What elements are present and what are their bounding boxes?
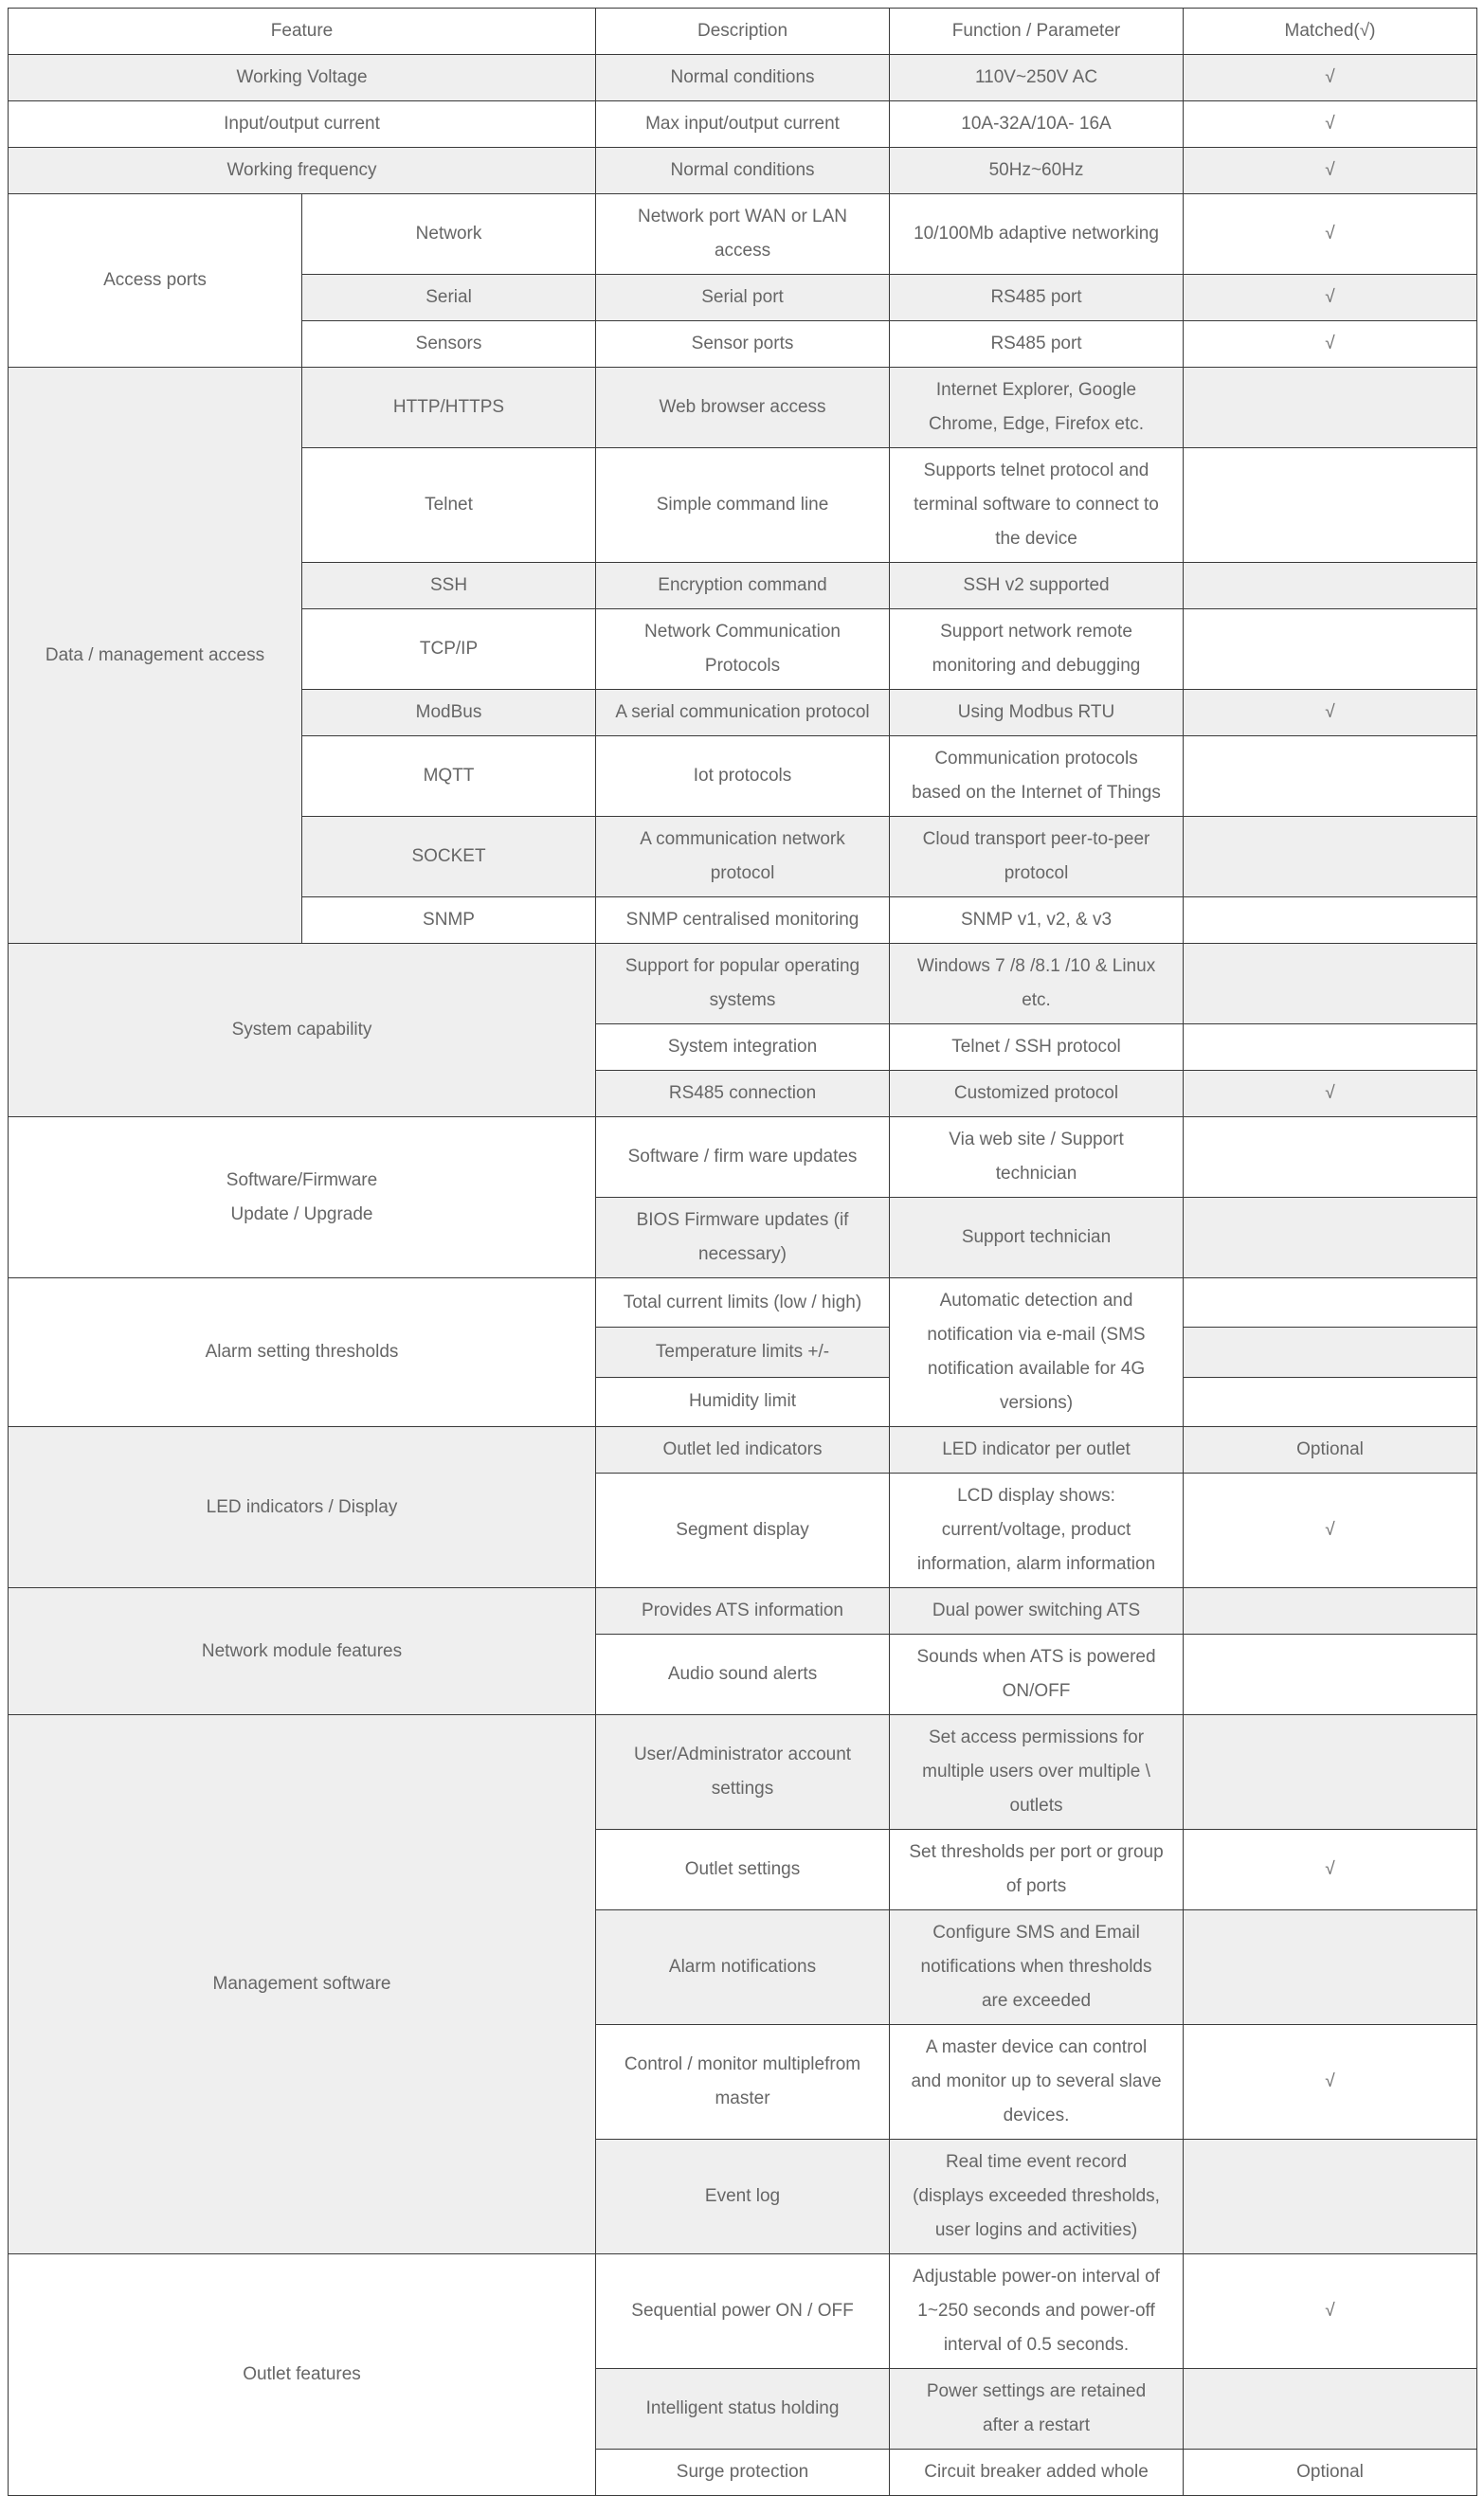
parameter-cell: Adjustable power-on interval of 1~250 seconds and power-off interval of 0.5 seconds. xyxy=(890,2254,1184,2369)
matched-cell: √ xyxy=(1184,690,1477,736)
matched-cell xyxy=(1184,563,1477,609)
matched-cell xyxy=(1184,1635,1477,1715)
header-row xyxy=(9,9,1477,55)
subfeature-cell: SSH xyxy=(302,563,596,609)
matched-cell: √ xyxy=(1184,275,1477,321)
description-cell: User/Administrator account settings xyxy=(596,1715,890,1830)
description-cell: Max input/output current xyxy=(596,101,890,148)
subfeature-cell: ModBus xyxy=(302,690,596,736)
description-cell: Simple command line xyxy=(596,448,890,563)
description-cell: Outlet settings xyxy=(596,1830,890,1910)
feature-group-label: Software/Firmware Update / Upgrade xyxy=(226,1169,378,1224)
header-description: Description xyxy=(596,9,890,55)
feature-group-cell: LED indicators / Display xyxy=(9,1427,596,1588)
description-cell: Normal conditions xyxy=(596,148,890,194)
description-cell: Audio sound alerts xyxy=(596,1635,890,1715)
matched-cell xyxy=(1184,1328,1477,1377)
parameter-cell: 110V~250V AC xyxy=(890,55,1184,101)
matched-cell xyxy=(1184,368,1477,448)
table-row xyxy=(9,1278,1477,1328)
feature-group-cell: Outlet features xyxy=(9,2254,596,2496)
matched-cell xyxy=(1184,1377,1477,1426)
feature-group-cell: Data / management access xyxy=(9,368,302,944)
subfeature-cell: SNMP xyxy=(302,897,596,944)
description-cell: Event log xyxy=(596,2140,890,2254)
table-row xyxy=(9,1427,1477,1474)
description-cell: Control / monitor multiplefrom master xyxy=(596,2025,890,2140)
parameter-cell: Via web site / Support technician xyxy=(890,1117,1184,1198)
feature-group-cell: Management software xyxy=(9,1715,596,2254)
matched-cell xyxy=(1184,817,1477,897)
matched-cell: √ xyxy=(1184,2254,1477,2369)
parameter-cell: A master device can control and monitor up to several slave devices. xyxy=(890,2025,1184,2140)
header-function: Function / Parameter xyxy=(890,9,1184,55)
parameter-cell: Power settings are retained after a restart xyxy=(890,2369,1184,2450)
matched-cell xyxy=(1184,944,1477,1024)
subfeature-cell: SOCKET xyxy=(302,817,596,897)
description-cell: Normal conditions xyxy=(596,55,890,101)
matched-cell xyxy=(1184,736,1477,817)
description-cell: Encryption command xyxy=(596,563,890,609)
header-feature: Feature xyxy=(9,9,596,55)
matched-cell: √ xyxy=(1184,2025,1477,2140)
feature-cell: Input/output current xyxy=(9,101,596,148)
feature-cell: Working Voltage xyxy=(9,55,596,101)
feature-group-cell: Access ports xyxy=(9,194,302,368)
description-cell: A communication network protocol xyxy=(596,817,890,897)
parameter-cell: LCD display shows: current/voltage, product information, alarm information xyxy=(890,1474,1184,1588)
description-cell: A serial communication protocol xyxy=(596,690,890,736)
parameter-cell: Cloud transport peer-to-peer protocol xyxy=(890,817,1184,897)
description-cell: Segment display xyxy=(596,1474,890,1588)
subfeature-cell: Telnet xyxy=(302,448,596,563)
parameter-cell: RS485 port xyxy=(890,275,1184,321)
description-cell: Total current limits (low / high) xyxy=(596,1278,890,1328)
description-cell: Surge protection xyxy=(596,2450,890,2496)
description-cell: Sensor ports xyxy=(596,321,890,368)
parameter-cell: Using Modbus RTU xyxy=(890,690,1184,736)
description-cell: Software / firm ware updates xyxy=(596,1117,890,1198)
parameter-cell: Set access permissions for multiple users over multiple \ outlets xyxy=(890,1715,1184,1830)
feature-group-cell: Network module features xyxy=(9,1588,596,1715)
matched-cell xyxy=(1184,1278,1477,1328)
description-cell: Network port WAN or LAN access xyxy=(596,194,890,275)
subfeature-cell: TCP/IP xyxy=(302,609,596,690)
feature-group-cell xyxy=(9,1117,596,1278)
matched-cell xyxy=(1184,1715,1477,1830)
table-row xyxy=(9,944,1477,1024)
matched-cell xyxy=(1184,1117,1477,1198)
parameter-cell: Communication protocols based on the Internet of Things xyxy=(890,736,1184,817)
subfeature-cell: MQTT xyxy=(302,736,596,817)
description-cell: Serial port xyxy=(596,275,890,321)
subfeature-cell: Serial xyxy=(302,275,596,321)
parameter-cell: Customized protocol xyxy=(890,1071,1184,1117)
matched-cell: √ xyxy=(1184,1071,1477,1117)
matched-cell: √ xyxy=(1184,194,1477,275)
parameter-cell: Set thresholds per port or group of ports xyxy=(890,1830,1184,1910)
parameter-cell: Supports telnet protocol and terminal software to connect to the device xyxy=(890,448,1184,563)
description-cell: BIOS Firmware updates (if necessary) xyxy=(596,1198,890,1278)
parameter-cell: Automatic detection and notification via e-mail (SMS notification available for 4G versions) xyxy=(890,1278,1184,1427)
subfeature-cell: Network xyxy=(302,194,596,275)
matched-cell: √ xyxy=(1184,321,1477,368)
parameter-cell: Sounds when ATS is powered ON/OFF xyxy=(890,1635,1184,1715)
parameter-cell: RS485 port xyxy=(890,321,1184,368)
parameter-cell: SNMP v1, v2, & v3 xyxy=(890,897,1184,944)
description-cell: Alarm notifications xyxy=(596,1910,890,2025)
parameter-cell: Circuit breaker added whole xyxy=(890,2450,1184,2496)
table-row xyxy=(9,2254,1477,2369)
matched-cell xyxy=(1184,448,1477,563)
description-cell: System integration xyxy=(596,1024,890,1071)
matched-cell xyxy=(1184,2140,1477,2254)
parameter-cell: Support technician xyxy=(890,1198,1184,1278)
description-cell: Temperature limits +/- xyxy=(596,1328,890,1377)
header-matched: Matched(√) xyxy=(1184,9,1477,55)
matched-cell xyxy=(1184,1198,1477,1278)
matched-cell: √ xyxy=(1184,55,1477,101)
parameter-cell: Windows 7 /8 /8.1 /10 & Linux etc. xyxy=(890,944,1184,1024)
parameter-cell: 10/100Mb adaptive networking xyxy=(890,194,1184,275)
parameter-cell: SSH v2 supported xyxy=(890,563,1184,609)
matched-cell xyxy=(1184,1910,1477,2025)
parameter-cell: Support network remote monitoring and debugging xyxy=(890,609,1184,690)
subfeature-cell: HTTP/HTTPS xyxy=(302,368,596,448)
parameter-cell: LED indicator per outlet xyxy=(890,1427,1184,1474)
feature-cell: Working frequency xyxy=(9,148,596,194)
matched-cell: Optional xyxy=(1184,2450,1477,2496)
matched-cell xyxy=(1184,609,1477,690)
parameter-cell: Dual power switching ATS xyxy=(890,1588,1184,1635)
matched-cell xyxy=(1184,1588,1477,1635)
parameter-cell: Internet Explorer, Google Chrome, Edge, Firefox etc. xyxy=(890,368,1184,448)
description-cell: Outlet led indicators xyxy=(596,1427,890,1474)
table-row xyxy=(9,148,1477,194)
matched-cell: √ xyxy=(1184,1830,1477,1910)
description-cell: Intelligent status holding xyxy=(596,2369,890,2450)
parameter-cell: 50Hz~60Hz xyxy=(890,148,1184,194)
feature-group-cell: Alarm setting thresholds xyxy=(9,1278,596,1427)
subfeature-cell: Sensors xyxy=(302,321,596,368)
table-row xyxy=(9,101,1477,148)
description-cell: Humidity limit xyxy=(596,1377,890,1426)
table-row xyxy=(9,1715,1477,1830)
description-cell: Network Communication Protocols xyxy=(596,609,890,690)
description-cell: RS485 connection xyxy=(596,1071,890,1117)
description-cell: Support for popular operating systems xyxy=(596,944,890,1024)
description-cell: Web browser access xyxy=(596,368,890,448)
table-row xyxy=(9,368,1477,448)
matched-cell: √ xyxy=(1184,1474,1477,1588)
matched-cell: Optional xyxy=(1184,1427,1477,1474)
parameter-cell: Real time event record (displays exceeded thresholds, user logins and activities) xyxy=(890,2140,1184,2254)
table-row xyxy=(9,194,1477,275)
feature-group-cell: System capability xyxy=(9,944,596,1117)
description-cell: Iot protocols xyxy=(596,736,890,817)
table-row xyxy=(9,1588,1477,1635)
description-cell: SNMP centralised monitoring xyxy=(596,897,890,944)
matched-cell: √ xyxy=(1184,101,1477,148)
table-row xyxy=(9,1117,1477,1198)
matched-cell xyxy=(1184,1024,1477,1071)
matched-cell xyxy=(1184,897,1477,944)
description-cell: Provides ATS information xyxy=(596,1588,890,1635)
parameter-cell: 10A-32A/10A- 16A xyxy=(890,101,1184,148)
table-row xyxy=(9,55,1477,101)
parameter-cell: Telnet / SSH protocol xyxy=(890,1024,1184,1071)
matched-cell xyxy=(1184,2369,1477,2450)
parameter-cell: Configure SMS and Email notifications when thresholds are exceeded xyxy=(890,1910,1184,2025)
spec-table xyxy=(8,8,1477,2496)
description-cell: Sequential power ON / OFF xyxy=(596,2254,890,2369)
matched-cell: √ xyxy=(1184,148,1477,194)
